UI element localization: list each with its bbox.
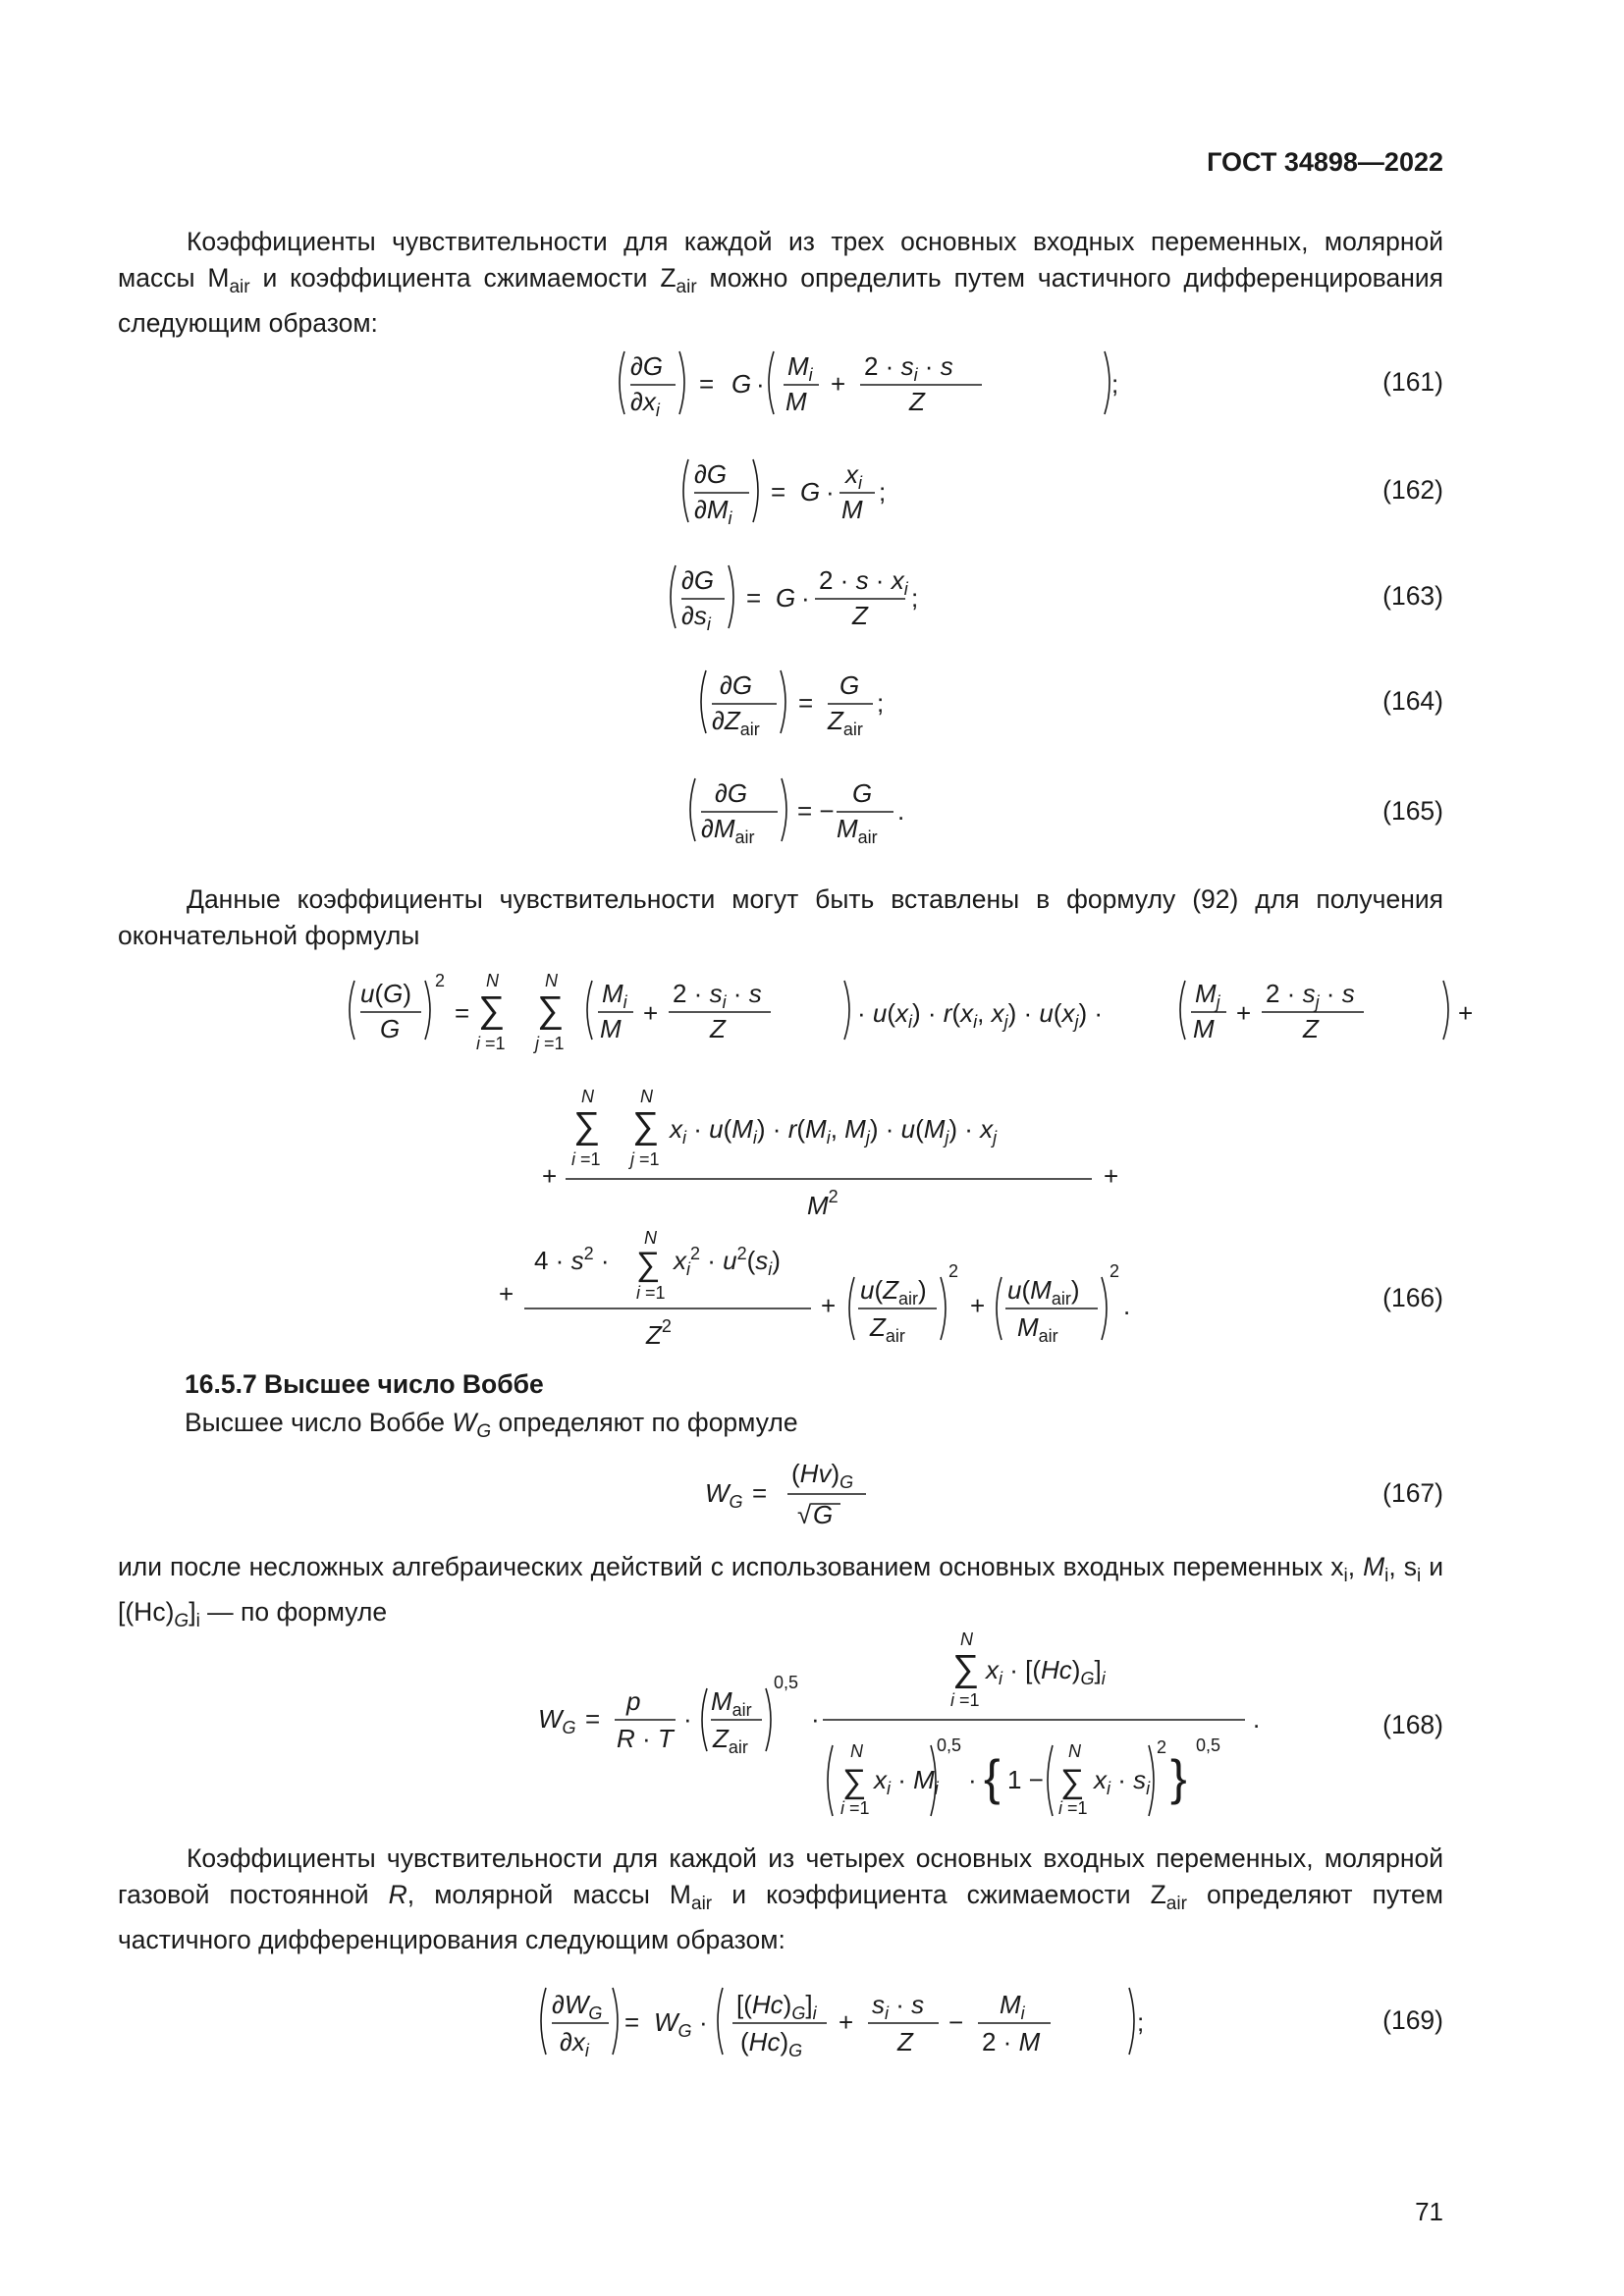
equation-163: ∂G $\partial s_i$ = G · $2 \cdot s \cdot x_i$ Z ; (163) <box>118 558 1443 636</box>
svg-text:M: M <box>841 495 863 524</box>
svg-text:∂G: ∂G <box>715 778 748 808</box>
svg-text:M2: $M^2$ <box>807 1187 839 1220</box>
svg-text:=: = <box>798 688 814 718</box>
svg-text:Mi: $M_i$ <box>787 351 813 385</box>
svg-text:2: 2 <box>435 971 446 990</box>
svg-text:∂G: ∂G <box>630 351 664 381</box>
svg-text:+: + <box>970 1291 986 1320</box>
svg-text:∑: ∑ <box>952 1648 980 1689</box>
svg-text:Mair: $M_{air}$ <box>837 814 878 847</box>
paragraph-1: Коэффициенты чувствительности для каждой из трех основных входных переменных, молярной массы $M_{air}$ и коэффициента сжимаемости $Z_{air}$ можно определить путем частичного дифференцирования следующим образом: <box>118 227 1443 338</box>
svg-text:j =1: j =1 <box>630 1149 660 1169</box>
svg-text:;: ; <box>877 688 885 718</box>
svg-text:xi · Mi: $x_i \cdot M_i$ <box>874 1765 939 1798</box>
svg-text:G: G <box>776 583 796 613</box>
svg-text:∂G: ∂G <box>694 459 728 489</box>
svg-text:·: · <box>811 1704 820 1734</box>
svg-text:∂Mair: $\partial M_{air}$ <box>701 814 755 847</box>
svg-text:1 −: 1 − <box>1007 1765 1044 1794</box>
svg-text:∂xi: $\partial x_i$ <box>630 387 660 420</box>
svg-text:=: = <box>699 369 715 399</box>
svg-text:+: + <box>542 1161 558 1191</box>
svg-text:2: 2 <box>948 1261 959 1281</box>
svg-text:.: . <box>1123 1291 1131 1320</box>
svg-text:p: p <box>626 1686 641 1716</box>
svg-text:Z: Z <box>710 1014 726 1043</box>
svg-text:M: M <box>785 387 807 416</box>
svg-text:Mi: $M_i$ <box>602 979 627 1012</box>
paragraph-5: Коэффициенты чувствительности для каждой из четырех основных входных переменных, молярной газовой постоянной R, молярной массы $M_{air}$ и коэффициента сжимаемости $Z_{air}$ определяют путем частичного дифференцирования следующим образом: <box>118 1843 1443 1954</box>
equation-166: u(G) G 2 = N ∑ i =1 N ∑ j =1 $M_i$ M + $2 \cdot s_i \cdot s$ Z · $u(x_i) \cdot r(x_i$, $x_j) \cdot u(x_j)$ · $M_j$ M + $2 \cdot s_j \cdot s$ Z + N ∑ i =1 N ∑ j =1 $x_i \cdot u(M_i) \cdot r(M_i$, $M_j) \cdot u(M_j) \cdot x_j$ + $M^2$ + + $4 \cdot s^2$ · N ∑ i =1 $x_i^2 \cdot u^2(s_i)$ $Z^2$ + $u(Z_{air})$ $Z_{air}$ 2 + $u(M_{air})$ $M_{air}$ 2 . (166) <box>118 967 1443 1360</box>
svg-text:∂Zair: $\partial Z_{air}$ <box>712 706 760 739</box>
svg-text:N: N <box>850 1741 863 1761</box>
svg-text:i =1: i =1 <box>571 1149 601 1169</box>
svg-text:i =1: i =1 <box>1058 1798 1088 1818</box>
svg-text:WG: $W_G$ <box>654 2007 692 2041</box>
svg-text:∑: ∑ <box>573 1105 601 1147</box>
svg-text:N: N <box>640 1087 653 1106</box>
equation-162: ∂G $\partial M_i$ = G · $x_i$ M ; (162) <box>118 452 1443 530</box>
svg-text:+: + <box>821 1291 837 1320</box>
svg-text:·: · <box>699 2007 708 2037</box>
svg-text:{: { <box>984 1750 1001 1805</box>
svg-text:∑: ∑ <box>842 1763 867 1800</box>
svg-text:u(G): u(G) <box>360 979 412 1008</box>
svg-text:∂WG: $\partial W_G$ <box>552 1990 603 2023</box>
paragraph-4: или после несложных алгебраических действий с использованием основных входных переменных $x_i$, $M_i$, $s_i$ и $[(Hc)_G]_i$ — по формуле <box>118 1552 1444 1631</box>
svg-text:R · T: R · T <box>617 1724 674 1753</box>
paragraph-2: Данные коэффициенты чувствительности могут быть вставлены в формулу (92) для получения окончательной формулы <box>118 884 1443 950</box>
svg-text:(Hv)G: $(Hv)_G$ <box>791 1459 854 1492</box>
svg-text:∂xi: $\partial x_i$ <box>560 2027 589 2060</box>
svg-text:[(Hc)G]i: $[(Hc)_G]_i$ <box>736 1990 817 2023</box>
page-number: 71 <box>1415 2197 1443 2226</box>
svg-text:·: · <box>683 1704 692 1734</box>
svg-text:=: = <box>752 1478 768 1508</box>
svg-text:+: + <box>643 998 659 1028</box>
svg-text:xi · [(Hc)G]i: $x_i \cdot [(Hc)_G]_i$ <box>986 1655 1106 1688</box>
svg-text:∑: ∑ <box>636 1246 661 1283</box>
svg-text:+: + <box>499 1279 514 1308</box>
svg-text:N: N <box>486 971 499 990</box>
svg-text:si · s: $s_i \cdot s$ <box>872 1990 925 2023</box>
svg-text:∂si: $\partial s_i$ <box>681 601 711 634</box>
svg-text:+: + <box>1458 998 1474 1028</box>
equation-161: ∂G $\partial x_i$ = G · $M_i$ M + $2 \cdot s_i \cdot s$ Z ; (161) <box>118 344 1443 422</box>
equation-164: ∂G $\partial Z_{air}$ = G $Z_{air}$ ; (164) <box>118 663 1443 741</box>
equation-169: $\partial W_G$ $\partial x_i$ = $W_G$ · $[(Hc)_G]_i$ $(Hc)_G$ + $s_i \cdot s$ Z − $M_i$ 2 · M ; (169) <box>118 1978 1443 2066</box>
svg-text:0,5: 0,5 <box>774 1673 799 1692</box>
svg-text:WG: $W_G$ <box>705 1478 743 1512</box>
svg-text:0,5: 0,5 <box>937 1735 962 1755</box>
svg-text:0,5: 0,5 <box>1196 1735 1221 1755</box>
svg-text:=: = <box>455 998 470 1028</box>
svg-text:G: G <box>800 477 821 507</box>
svg-text:∂Mi: $\partial M_i$ <box>694 495 732 528</box>
svg-text:4 · s2 ·: $4 \cdot s^2$ · <box>534 1244 610 1275</box>
svg-text:·: · <box>756 369 765 399</box>
svg-text:i =1: i =1 <box>840 1798 870 1818</box>
svg-text:;: ; <box>1137 2007 1145 2037</box>
svg-text:N: N <box>644 1228 657 1248</box>
svg-text:2 · M: 2 · M <box>982 2027 1041 2056</box>
svg-text:2 · si · s: $2 \cdot s_i \cdot s$ <box>673 979 762 1012</box>
svg-text:∂G: ∂G <box>720 670 753 700</box>
equation-168: $W_G$ = p R · T · $M_{air}$ $Z_{air}$ 0,5 · N ∑ i =1 $x_i \cdot [(Hc)_G]_i$ . N ∑ i =1 $x_i \cdot M_i$ 0,5 · { 1 − N ∑ i =1 $x_i \cdot s_i$ 2 } 0,5 (168) <box>538 1629 1443 1818</box>
svg-text:j =1: j =1 <box>535 1034 565 1053</box>
svg-text:−: − <box>948 2007 964 2037</box>
svg-text:Z: Z <box>852 601 868 630</box>
svg-text:2: 2 <box>1110 1261 1120 1281</box>
svg-text:;: ; <box>879 477 887 507</box>
svg-text:G: G <box>839 670 860 700</box>
svg-text:.: . <box>897 796 905 826</box>
svg-text:N: N <box>581 1087 594 1106</box>
svg-text:N: N <box>545 971 558 990</box>
svg-text:;: ; <box>911 583 919 613</box>
svg-text:Zair: $Z_{air}$ <box>713 1724 748 1757</box>
svg-text:Z: Z <box>1303 1014 1319 1043</box>
svg-text:= −: = − <box>797 796 835 826</box>
svg-text:i =1: i =1 <box>636 1283 666 1303</box>
svg-text:Z2: $Z^2$ <box>646 1316 672 1350</box>
section-heading: 16.5.7 Высшее число Воббе <box>185 1369 544 1399</box>
svg-text:=: = <box>771 477 786 507</box>
svg-text:2 · sj · s: $2 \cdot s_j \cdot s$ <box>1266 979 1355 1012</box>
svg-text:xi: $x_i$ <box>845 459 862 493</box>
svg-text:∂G: ∂G <box>681 565 715 595</box>
equation-165: ∂G $\partial M_{air}$ = − G $M_{air}$ . (165) <box>118 771 1443 849</box>
svg-text:Mi: $M_i$ <box>1000 1990 1025 2023</box>
svg-text:Mj: $M_j$ <box>1195 979 1220 1012</box>
svg-text:Mair: $M_{air}$ <box>711 1686 752 1720</box>
svg-text:2 · s · xi: $2 \cdot s \cdot x_i$ <box>819 565 908 599</box>
svg-text:Z: Z <box>897 2027 913 2056</box>
svg-text:}: } <box>1170 1750 1187 1805</box>
svg-text:=: = <box>746 583 762 613</box>
svg-text:Zair: $Z_{air}$ <box>828 706 863 739</box>
svg-text:∑: ∑ <box>478 989 506 1031</box>
svg-text:xi · u(Mi) · r(Mi, Mj) · u(Mj): $x_i \cdot u(M_i) \cdot r(M_i$, $M_j) \cdot u(M_j) \cdot x_j$ <box>670 1114 998 1148</box>
svg-text:(Hc)G: $(Hc)_G$ <box>740 2027 803 2060</box>
svg-text:Mair: $M_{air}$ <box>1017 1312 1058 1346</box>
svg-text:=: = <box>585 1704 601 1734</box>
svg-text:·: · <box>801 583 810 613</box>
svg-text:√: √ <box>797 1500 812 1529</box>
svg-text:Zair: $Z_{air}$ <box>870 1312 905 1346</box>
svg-text:u(Zair): $u(Z_{air})$ <box>860 1275 927 1308</box>
svg-text:u(Mair): $u(M_{air})$ <box>1007 1275 1080 1308</box>
svg-text:∑: ∑ <box>1060 1763 1085 1800</box>
svg-text:2: 2 <box>1157 1737 1167 1757</box>
svg-text:.: . <box>1253 1704 1261 1734</box>
svg-text:M: M <box>1193 1014 1215 1043</box>
svg-text:+: + <box>839 2007 854 2037</box>
svg-text:∑: ∑ <box>632 1105 660 1147</box>
paragraph-3: Высшее число Воббе $W_G$ определяют по формуле <box>185 1408 798 1442</box>
svg-text:+: + <box>1236 998 1252 1028</box>
svg-text:G: G <box>380 1014 401 1043</box>
svg-text:;: ; <box>1111 369 1119 399</box>
equation-167: $W_G$ = $(Hv)_G$ √ G (167) <box>705 1459 1443 1529</box>
svg-text:2 · si · s: $2 \cdot s_i \cdot s$ <box>864 351 953 385</box>
svg-text:G: G <box>813 1500 834 1529</box>
svg-text:N: N <box>960 1629 973 1649</box>
svg-text:∑: ∑ <box>537 989 565 1031</box>
svg-text:M: M <box>600 1014 622 1043</box>
svg-text:·: · <box>826 477 835 507</box>
svg-text:· u(xi) · r(xi, xj) · u(xj) ·: · $u(x_i) \cdot r(x_i$, $x_j) \cdot u(x_j)$ · <box>857 998 1104 1032</box>
svg-text:i =1: i =1 <box>476 1034 506 1053</box>
document-header: ГОСТ 34898—2022 <box>1207 147 1443 177</box>
svg-text:=: = <box>624 2007 640 2037</box>
svg-text:+: + <box>831 369 846 399</box>
svg-text:xi · si: $x_i \cdot s_i$ <box>1094 1765 1151 1798</box>
svg-text:·: · <box>968 1765 977 1794</box>
svg-text:+: + <box>1104 1161 1119 1191</box>
svg-text:G: G <box>731 369 752 399</box>
svg-text:N: N <box>1068 1741 1081 1761</box>
svg-text:Z: Z <box>909 387 925 416</box>
svg-text:WG: $W_G$ <box>538 1704 576 1737</box>
svg-text:xi2 · u2(si): $x_i^2 \cdot u^2(s_i)$ <box>674 1244 781 1279</box>
svg-text:i =1: i =1 <box>950 1690 980 1710</box>
svg-text:G: G <box>852 778 873 808</box>
